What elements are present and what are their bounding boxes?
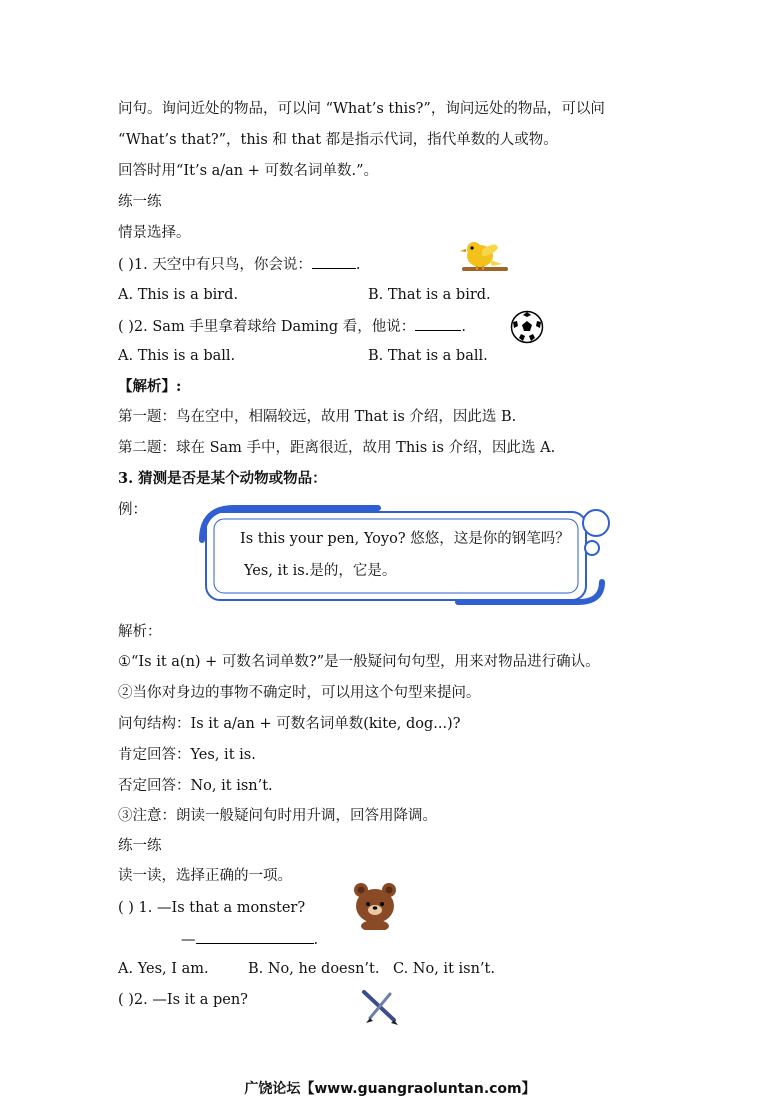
q2-option-a[interactable]: A. This is a ball. — [118, 348, 236, 364]
analysis-heading: 【解析】: — [118, 378, 182, 395]
analysis-line-1: 第一题：鸟在空中，相隔较远，故用 That is 介绍，因此选 B. — [118, 409, 517, 425]
intro-line-3: 回答时用“It’s a/an + 可数名词单数.”。 — [118, 163, 379, 179]
question-1 — [118, 254, 360, 275]
speech-bubble-frame — [198, 502, 616, 606]
q1-option-a[interactable]: A. This is a bird. — [118, 287, 239, 303]
practice-heading-2: 练一练 — [118, 838, 162, 854]
practice-heading: 练一练 — [118, 194, 162, 210]
answer-blank[interactable] — [415, 316, 461, 331]
question-2 — [118, 316, 466, 337]
bird-icon — [452, 236, 510, 278]
bubble-line-1: Is this your pen, Yoyo? 悠悠，这是你的钢笔吗？ — [240, 531, 570, 547]
reading-question-2: ( )2. —Is it a pen? — [118, 992, 248, 1008]
reading-question-1: ( ) 1. —Is that a monster? — [118, 900, 306, 916]
example-label: 例： — [118, 502, 147, 518]
pen-icon — [360, 988, 400, 1026]
question-1-tail: . — [355, 257, 361, 273]
positive-answer: 肯定回答：Yes, it is. — [118, 747, 256, 763]
answer-blank[interactable] — [196, 929, 314, 944]
soccer-ball-icon — [510, 310, 544, 344]
bear-icon — [352, 880, 398, 930]
intro-line-1: 问句。询问近处的物品，可以问 “What’s this?”，询问远处的物品，可以问 — [118, 101, 605, 117]
r1-option-c[interactable]: C. No, it isn’t. — [393, 961, 495, 977]
answer-dash: — — [181, 932, 196, 948]
answer-tail: . — [313, 932, 319, 948]
q2-option-b[interactable]: B. That is a ball. — [368, 348, 488, 364]
page-footer: 广饶论坛【www.guangraoluntan.com】 — [244, 1081, 536, 1097]
reading-answer-line — [181, 929, 318, 950]
question-2-text: ( )2. Sam 手里拿着球给 Daming 看，他说： — [118, 319, 416, 335]
reading-instruction: 读一读，选择正确的一项。 — [118, 868, 292, 884]
negative-answer: 否定回答：No, it isn’t. — [118, 778, 273, 794]
question-1-text: ( )1. 天空中有只鸟，你会说： — [118, 257, 312, 273]
question-2-tail: . — [461, 319, 466, 335]
r1-option-b[interactable]: B. No, he doesn’t. — [248, 961, 380, 977]
r1-option-a[interactable]: A. Yes, I am. — [118, 961, 209, 977]
explanation-point-3: ③注意：朗读一般疑问句时用升调，回答用降调。 — [118, 808, 437, 824]
question-structure: 问句结构：Is it a/an + 可数名词单数(kite, dog...)? — [118, 716, 461, 732]
explanation-point-1: ①“Is it a(n) + 可数名词单数?”是一般疑问句句型，用来对物品进行确认。 — [118, 654, 600, 670]
intro-line-2: “What’s that?”，this 和 that 都是指示代词，指代单数的人或物。 — [118, 132, 558, 148]
scenario-instruction: 情景选择。 — [118, 225, 191, 241]
q1-option-b[interactable]: B. That is a bird. — [368, 287, 491, 303]
bubble-line-2: Yes, it is.是的，它是。 — [244, 563, 397, 579]
answer-blank[interactable] — [312, 254, 356, 269]
section-3-heading: 3. 猜测是否是某个动物或物品： — [118, 470, 327, 487]
explanation-heading: 解析： — [118, 624, 162, 640]
analysis-line-2: 第二题：球在 Sam 手中，距离很近，故用 This is 介绍，因此选 A. — [118, 440, 556, 456]
explanation-point-2: ②当你对身边的事物不确定时，可以用这个句型来提问。 — [118, 685, 481, 701]
